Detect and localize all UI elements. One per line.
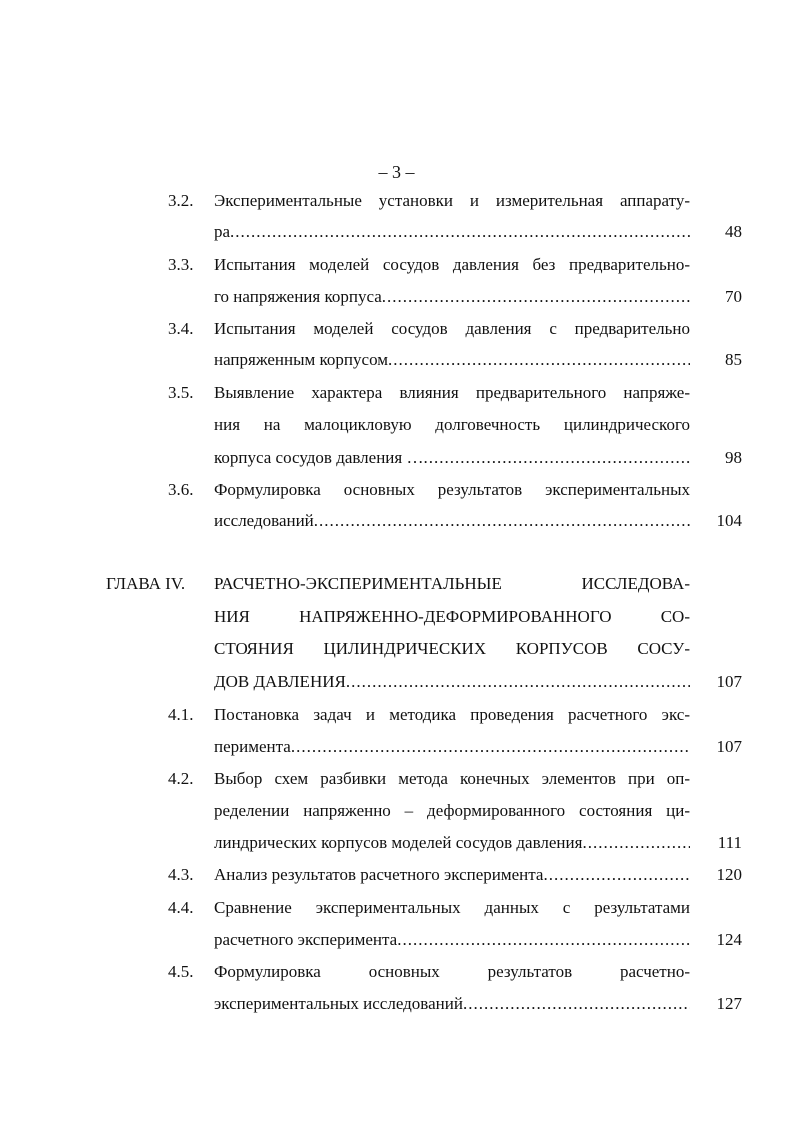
toc-page-number: 98 [725,448,742,467]
toc-entry-leader-line [214,735,690,759]
dot-leader [230,220,690,244]
toc-page-number: 124 [716,930,742,949]
toc-page-number: 111 [717,833,742,852]
toc-page-number: 70 [725,287,742,306]
toc-entry-number: 3.4. [168,319,194,338]
toc-page-number: 48 [725,222,742,241]
chapter-page-number: 107 [716,672,742,691]
chapter-title-line: РАСЧЕТНО-ЭКСПЕРИМЕНТАЛЬНЫЕ ИССЛЕДОВА- [214,574,690,593]
toc-page-number: 104 [716,511,742,530]
toc-entry-title-line: Выбор схем разбивки метода конечных элементов при оп- [214,769,690,788]
toc-entry-title-line: Формулировка основных результатов экспериментальных [214,480,690,499]
toc-entry-number: 4.3. [168,865,194,884]
toc-entry-title-line: Испытания моделей сосудов давления с предварительно [214,319,690,338]
toc-entry-leader-line [214,863,690,887]
toc-entry-title-last: перимента [214,737,291,756]
toc-page-number: 107 [716,737,742,756]
chapter-title-last: ДОВ ДАВЛЕНИЯ [214,672,346,691]
toc-entry-title-line: ния на малоцикловую долговечность цилиндрического [214,415,690,434]
toc-entry-title-last: корпуса сосудов давления … [214,448,424,467]
dot-leader [382,285,690,309]
toc-entry-number: 4.2. [168,769,194,788]
chapter-label: ГЛАВА IV. [106,574,186,593]
toc-entry-title-last: Анализ результатов расчетного эксперимента [214,865,544,884]
toc-entry-title-line: ределении напряженно – деформированного состояния ци- [214,801,690,820]
toc-entry-title-line: Сравнение экспериментальных данных с результатами [214,898,690,917]
toc-entry-title-last: расчетного эксперимента [214,930,398,949]
dot-leader [582,831,690,855]
dot-leader [397,928,690,952]
toc-entry-number: 3.2. [168,191,194,210]
toc-page-number: 85 [725,350,742,369]
toc-entry-title-last: линдрических корпусов моделей сосудов давления [214,833,583,852]
toc-entry-leader-line [214,509,690,533]
page-number: – 3 – [378,162,415,182]
toc-entry-leader-line [214,446,690,470]
dot-leader [543,863,690,887]
dot-leader [463,992,690,1016]
toc-entry-number: 3.6. [168,480,194,499]
dot-leader [346,670,690,694]
toc-entry-leader-line [214,220,690,244]
toc-entry-number: 3.3. [168,255,194,274]
toc-entry-leader-line [214,992,690,1016]
toc-entry-title-last: го напряжения корпуса [214,287,382,306]
toc-entry-leader-line [214,348,690,372]
toc-entry-title-last: исследований [214,511,314,530]
toc-entry-number: 4.5. [168,962,194,981]
toc-entry-title-last: ра [214,222,231,241]
chapter-title-line: СТОЯНИЯ ЦИЛИНДРИЧЕСКИХ КОРПУСОВ СОСУ- [214,639,690,658]
toc-entry-title-line: Выявление характера влияния предварительного напряже- [214,383,690,402]
dot-leader [388,348,690,372]
toc-entry-title-line: Формулировка основных результатов расчетно- [214,962,690,981]
dot-leader [291,735,690,759]
toc-page-number: 127 [716,994,742,1013]
chapter-title-line: НИЯ НАПРЯЖЕННО-ДЕФОРМИРОВАННОГО СО- [214,607,690,626]
toc-entry-title-line: Испытания моделей сосудов давления без предварительно- [214,255,690,274]
toc-entry-leader-line [214,285,690,309]
toc-entry-leader-line [214,831,690,855]
toc-entry-title-line: Постановка задач и методика проведения расчетного экс- [214,705,690,724]
dot-leader [423,446,690,470]
toc-entry-title-last: экспериментальных исследований [214,994,463,1013]
toc-entry-number: 4.4. [168,898,194,917]
toc-entry-number: 3.5. [168,383,194,402]
dot-leader [314,509,690,533]
toc-entry-leader-line [214,928,690,952]
chapter-leader-line [214,670,690,694]
toc-entry-title-line: Экспериментальные установки и измерительная аппарату- [214,191,690,210]
toc-page-number: 120 [716,865,742,884]
toc-entry-number: 4.1. [168,705,194,724]
toc-entry-title-last: напряженным корпусом [214,350,389,369]
